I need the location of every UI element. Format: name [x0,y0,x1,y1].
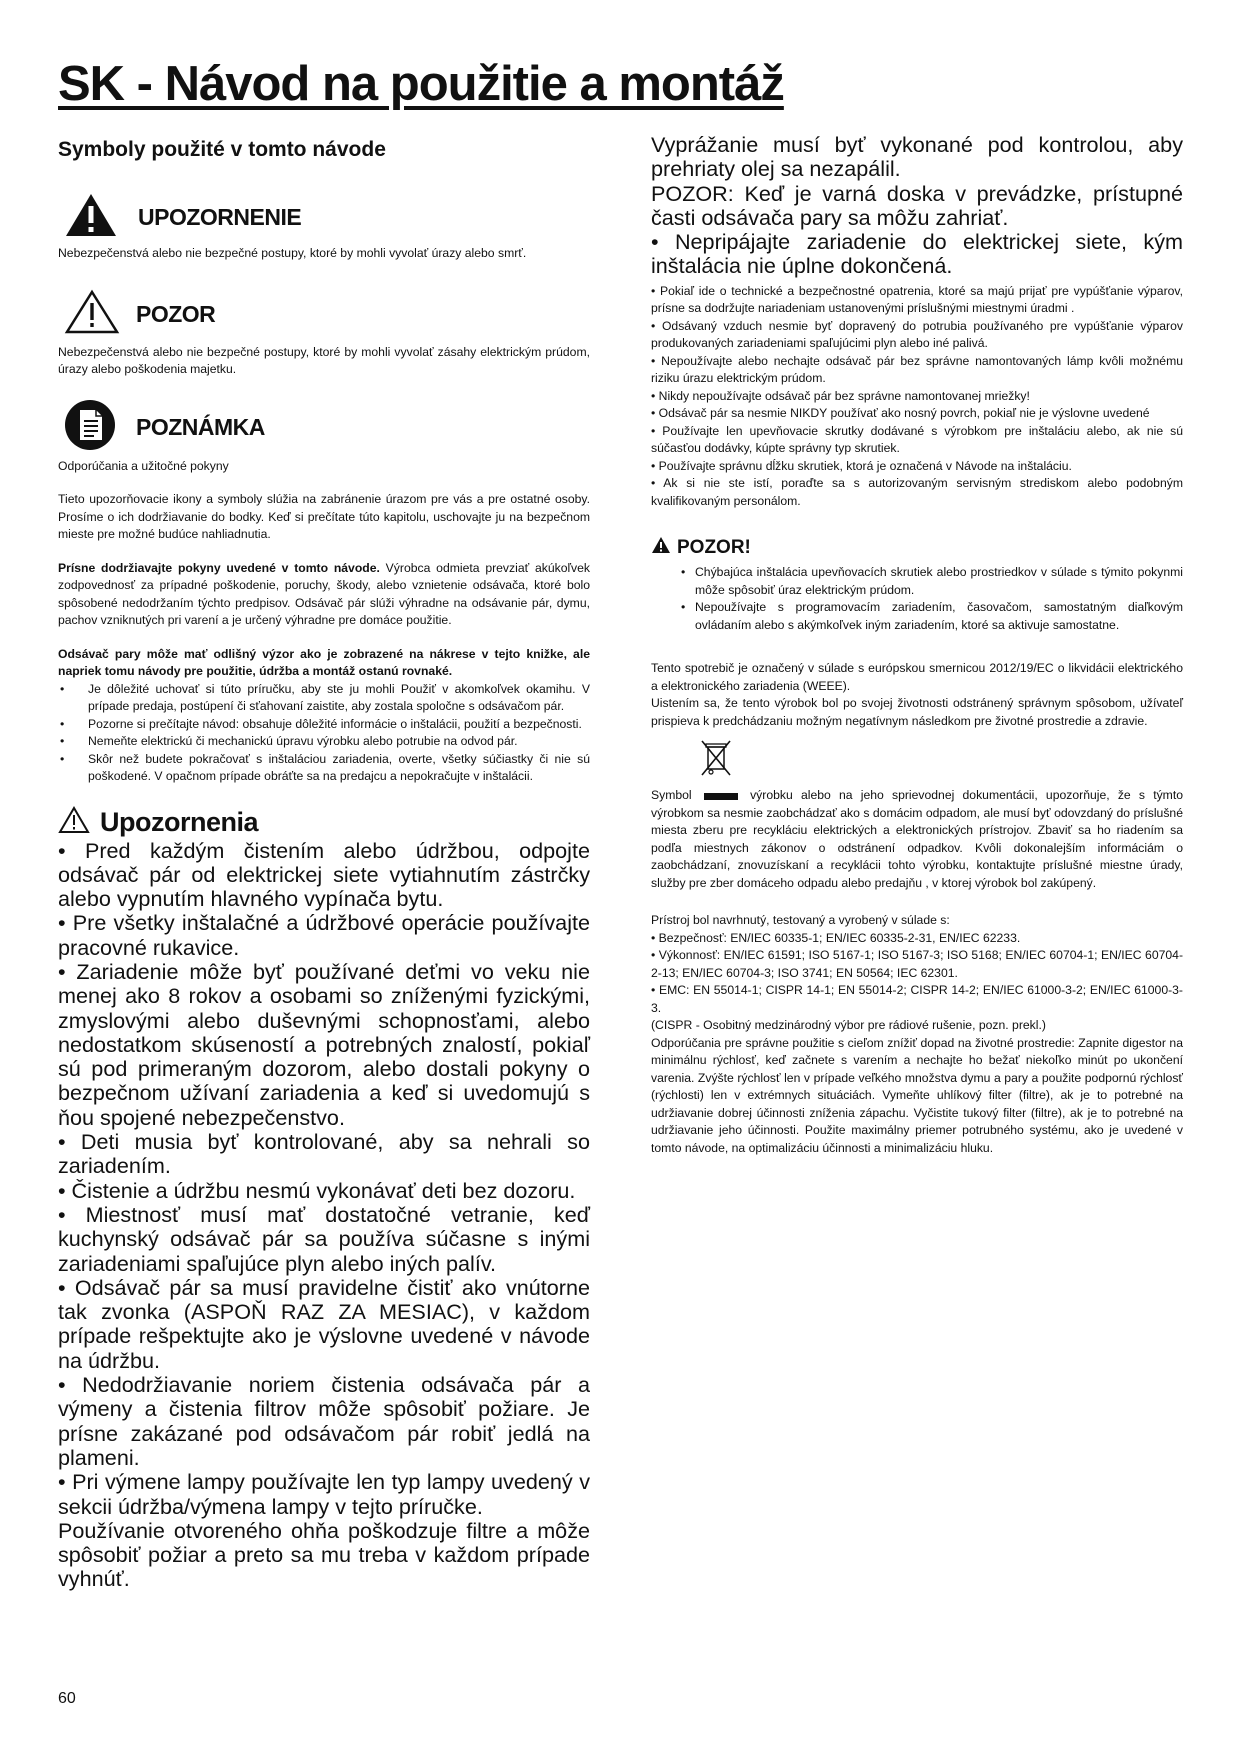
warning-triangle-icon [651,536,671,560]
right-large-text: • Nepripájajte zariadenie do elektrickej siete, kým inštalácia nie úplne dokončená. [651,229,1183,279]
warning-item: Používanie otvoreného ohňa poškodzuje filtre a môže spôsobiť požiar a preto sa mu treba v každom prípade vyhnúť. [58,1517,590,1592]
warning-item: • Pri výmene lampy používajte len typ lampy uvedený v sekcii údržba/výmena lampy v tejto príručke. [58,1469,590,1519]
page-number: 60 [58,1690,76,1707]
compliance-section [651,912,1183,1157]
right-large-text: POZOR: Keď je varná doska v prevádzke, prístupné časti odsávača pary sa môžu zahriať. [651,180,1183,230]
warning-item: • Zariadenie môže byť používané deťmi vo veku nie menej ako 8 rokov a osobami so zníženými fyzickými, zmyslovými alebo duševnými schopnosťami, alebo nedostatkom skúseností a potrebných znalostí, pokiaľ sú pod primeraným dozorom, alebo dostali pokyny o bezpečnom užívaní zariadenia a keď si uvedomujú s ňou spojené nebezpečenstvo. [58,958,590,1130]
pozor-title: POZOR [136,300,216,327]
compliance-line: Odporúčania pre správne použitie s cieľom znížiť dopad na životné prostredie: Zapnite digestor na minimálnu rýchlosť, keď začnete s varením a nechajte ho bežať niekoľko minút po ukončení varenia. Zvýšte rýchlosť len v prípade veľkého množstva dymu a pary a použite podpornú rýchlosť (rýchlosti) len v extrémnych situáciách. Vymeňte uhlíkový filter (filtre), ak je to potrebné na udržiavanie dobrej účinnosti zníženia zápachu. Vyčistite tukový filter (filtre), ak je to potrebné na udržiavanie jeho účinnosti. Použite maximálny priemer potrubného systému, ako je uvedené v tomto návode, na optimalizáciu účinnosti a minimalizáciu hluku. [651,1035,1183,1155]
list-item: • Chýbajúca inštalácia upevňovacích skrutiek alebo prostriedkov v súlade s týmito pokynmi môže spôsobiť úraz elektrickým prúdom. [681,564,1183,599]
list-item: • Nemeňte elektrickú či mechanickú úpravu výrobku alebo potrubie na odvod pár. [58,733,590,751]
symbols-heading: Symboly použité v tomto návode [58,138,386,161]
strict-paragraph [58,560,590,630]
pozor2-list [681,564,1183,634]
left-column [58,132,590,1592]
strict-text: Výrobca odmieta prevziať akúkoľvek zodpovednosť za prípadné poškodenie, poruchy, škody, alebo vznietenie odsávača, ktoré bolo spôsobené nedodržaním týchto predpisov. Odsávač pár slúži výhradne na odsávanie pár, dymu, pachov vzniknutých pri varení a je určený výhradne pre domáce použitie. [58,560,591,627]
warnings-title: Upozornenia [100,806,259,837]
warning-item: • Nedodržiavanie noriem čistenia odsávača pár a výmeny a čistenia filtrov môže spôsobiť požiare. Je prísne zakázané pod odsávačom pár robiť jedlá na plameni. [58,1372,590,1470]
upozornenie-block [58,192,590,243]
caution-triangle-icon [58,806,90,839]
upozornenie-title: UPOZORNENIE [138,204,302,230]
compliance-line: • Bezpečnosť: EN/IEC 60335-1; EN/IEC 60335-2-31, EN/IEC 62233. [651,930,1021,945]
pozor-text: Nebezpečenstvá alebo nie bezpečné postupy, ktoré by mohli vyvolať zásahy elektrickým prúdom, úrazy alebo poškodenia majetku. [58,344,590,376]
compliance-line: • Výkonnosť: EN/IEC 61591; ISO 5167-1; ISO 5167-3; ISO 5168; EN/IEC 60704-1; EN/IEC 60704-2-13; EN/IEC 60704-3; ISO 3741; EN 50564; IEC 62301. [651,948,1183,980]
weee-bin-icon [699,738,1183,783]
list-item: • Odsávaný vzduch nesmie byť dopravený do potrubia používaného pre vypúšťanie výparov produkovaných zariadeniami spaľujúcimi plyn alebo iné palivá. [651,318,1183,351]
list-item: • Pozorne si prečítajte návod: obsahuje dôležité informácie o inštalácii, použití a bezpečnosti. [58,716,590,734]
compliance-line: • EMC: EN 55014-1; CISPR 14-1; EN 55014-2; CISPR 14-2; EN/IEC 61000-3-2; EN/IEC 61000-3-3. [651,983,1183,1015]
list-item: • Nepoužívajte s programovacím zariadením, časovačom, samostatným diaľkovým ovládaním alebo s akýmkoľvek iným zariadením, ktoré sa aktivuje samostatne. [681,599,1183,634]
warning-item: • Deti musia byť kontrolované, aby sa nehrali so zariadením. [58,1129,590,1179]
warning-triangle-icon [64,192,126,243]
right-large-text: Vyprážanie musí byť vykonané pod kontrolou, aby prehriaty olej sa nezapálil. [651,132,1183,182]
safety-small-list [651,283,1183,511]
list-item: • Používajte len upevňovacie skrutky dodávané s výrobkom pre inštaláciu alebo, ak nie sú súčasťou dodávky, kúpte správny typ skrutiek. [651,423,1183,456]
weee-paragraph: Tento spotrebič je označený v súlade s európskou smernicou 2012/19/EC o likvidácii elektrického a elektronického zariadenia (WEEE). [651,661,1183,693]
warning-item: • Pre všetky inštalačné a údržbové operácie používajte pracovné rukavice. [58,910,590,960]
caution-triangle-icon [64,289,136,340]
upozornenie-text: Nebezpečenstvá alebo nie bezpečné postupy, ktoré by mohli vyvolať úrazy alebo smrť. [58,246,527,260]
pozor2-heading [651,536,1183,560]
list-item: • Je dôležité uchovať si túto príručku, aby ste ju mohli Použiť v akomkoľvek okamihu. V prípade predaja, postúpení či sťahovaní zaistite, aby zostala spoločne s odsávačom pár. [58,681,590,716]
pozor2-title: POZOR! [677,537,751,559]
list-item: • Ak si nie ste istí, poraďte sa s autorizovaným servisným strediskom alebo podobným kvalifikovaným personálom. [651,476,1183,508]
strict-bold: Prísne dodržiavajte pokyny uvedené v tomto návode. [58,560,380,575]
compliance-line: Prístroj bol navrhnutý, testovaný a vyrobený v súlade s: [651,913,950,928]
intro-bullet-list [58,681,590,786]
poznamka-block [58,399,590,456]
compliance-line: (CISPR - Osobitný medzinárodný výbor pre rádiové rušenie, pozn. prekl.) [651,1018,1046,1033]
warnings-heading [58,806,590,839]
warning-item: • Pred každým čistením alebo údržbou, odpojte odsávač pár od elektrickej siete vytiahnutím zástrčky alebo vypnutím hlavného vypínača bytu. [58,837,590,912]
note-document-icon [64,399,136,456]
poznamka-title: POZNÁMKA [136,413,265,440]
warnings-list [58,839,590,1592]
page-title: SK - Návod na použitie a montáž [58,57,784,111]
poznamka-text: Odporúčania a užitočné pokyny [58,458,229,473]
weee-bar-icon [704,793,738,800]
list-item: • Skôr než budete pokračovať s inštaláciou zariadenia, overte, všetky súčiastky či nie sú poškodené. V opačnom prípade obráťte sa na predajcu a nepokračujte v inštalácii. [58,751,590,786]
list-item: • Nikdy nepoužívajte odsávač pár bez správne namontovanej mriežky! [651,388,1030,403]
pozor-block [58,289,590,340]
weee-paragraph-2: Uistením sa, že tento výrobok bol po svojej životnosti odstránený správnym spôsobom, užívateľ prispieva k predchádzaniu možným negatívnym následkom pre životné prostredie a zdravie. [651,696,1183,728]
warning-item: • Miestnosť musí mať dostatočné vetranie, keď kuchynský odsávač pár sa používa súčasne s inými zariadeniami spaľujúce plyn alebo iných palív. [58,1201,590,1276]
symbol-paragraph [651,787,1183,892]
list-item: • Používajte správnu dĺžku skrutiek, ktorá je označená v Návode na inštaláciu. [651,458,1072,473]
warning-item: • Čistenie a údržbu nesmú vykonávať deti bez dozoru. [58,1177,576,1203]
right-column [651,133,1183,1157]
list-item: • Nepoužívajte alebo nechajte odsávač pár bez správne namontovaných lámp kvôli možnému riziku úrazu elektrickým prúdom. [651,353,1183,386]
warning-item: • Odsávač pár sa musí pravidelne čistiť ako vnútorne tak zvonka (ASPOŇ RAZ ZA MESIAC), v každom prípade rešpektujte ako je výslovne uvedené v návode na údržbu. [58,1274,590,1373]
list-item: • Pokiaľ ide o technické a bezpečnostné opatrenia, ktoré sa majú prijať pre vypúšťanie výparov, prísne sa dodržujte nariadeniam ustanovenými príslušnými miestnymi úradmi . [651,283,1183,316]
symbol-prefix: Symbol [651,788,692,803]
list-item: • Odsávač pár sa nesmie NIKDY používať ako nosný povrch, pokiaľ nie je výslovne uvedené [651,406,1150,421]
appearance-note: Odsávač pary môže mať odlišný výzor ako je zobrazené na nákrese v tejto knižke, ale napriek tomu návody pre použitie, údržba a montáž ostanú rovnaké. [58,646,590,678]
intro-paragraph: Tieto upozorňovacie ikony a symboly slúžia na zabránenie úrazom pre vás a pre ostatné osoby. Prosíme o ich dodržiavanie do bodky. Keď si prečítate túto kapitolu, uschovajte ju na bezpečnom mieste pre možné budúce nahliadnutia. [58,492,590,541]
symbol-text: výrobku alebo na jeho sprievodnej dokumentácii, upozorňuje, že s týmto výrobkom sa nesmie zaobchádzať ako s domácim odpadom, ale musí byť odovzdaný do príslušné miesta zberu pre recykláciu elektrických a elektronických prístrojov. Zbaviť sa ho riadením sa podľa miestnych zákonov o odstránení odpadkov. Kvôli dokonalejším informáciám o zaobchádzaní, znovuzískaní a recyklácii tohto výrobku, kontaktujte príslušné miestne úrady, služby pre zber domáceho odpadu alebo predajňu , v ktorej výrobok bol zakúpený. [651,788,1184,890]
